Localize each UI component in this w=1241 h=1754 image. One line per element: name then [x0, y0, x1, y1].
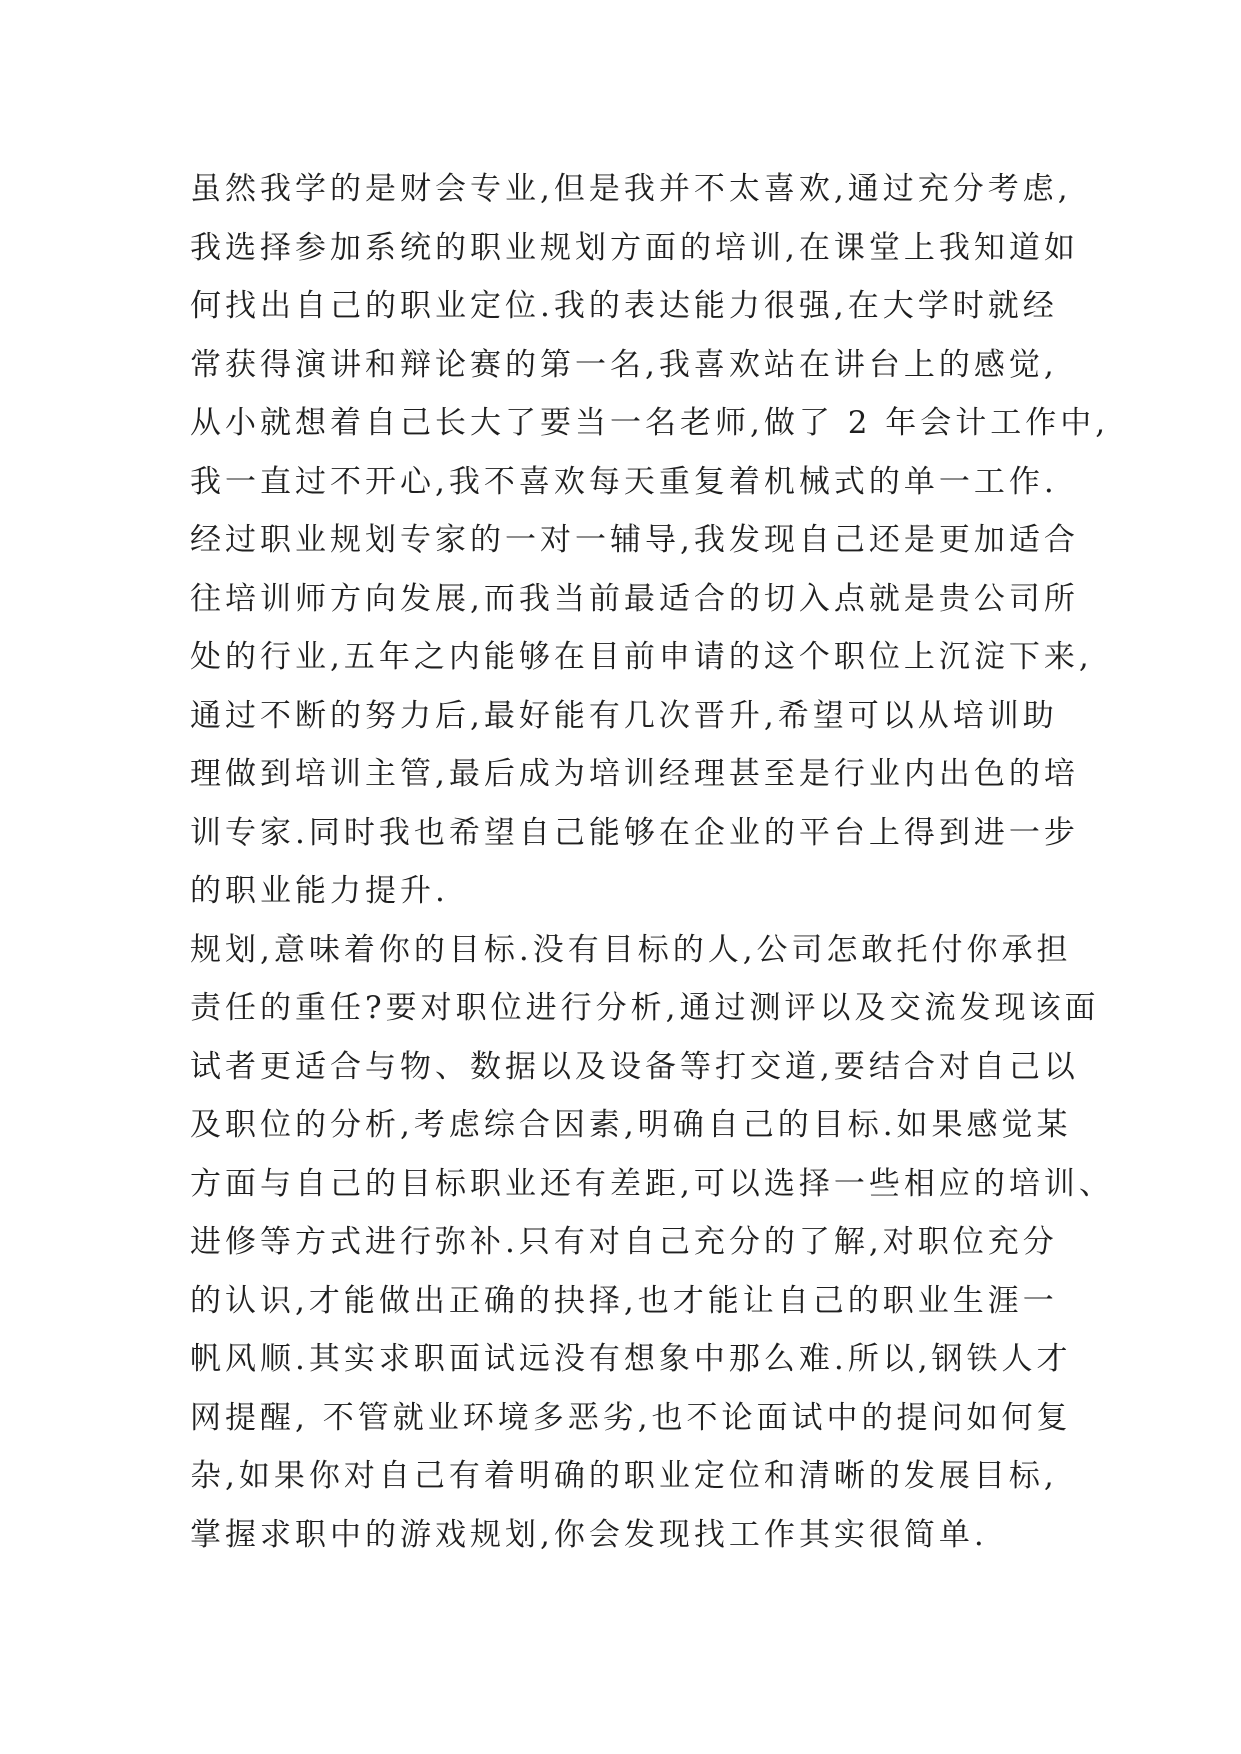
text-line: 何找出自己的职业定位.我的表达能力很强,在大学时就经	[190, 288, 1058, 324]
text-line: 理做到培训主管,最后成为培训经理甚至是行业内出色的培	[190, 756, 1079, 792]
text-line: 试者更适合与物、数据以及设备等打交道,要结合对自己以	[190, 1048, 1079, 1085]
text-line: 经过职业规划专家的一对一辅导,我发现自己还是更加适合	[190, 522, 1079, 558]
text-line: 杂,如果你对自己有着明确的职业定位和清晰的发展目标,	[190, 1458, 1058, 1494]
text-line: 的认识,才能做出正确的抉择,也才能让自己的职业生涯一	[190, 1282, 1058, 1319]
text-line: 虽然我学的是财会专业,但是我并不太喜欢,通过充分考虑,	[190, 171, 1072, 207]
text-line: 帆风顺.其实求职面试远没有想象中那么难.所以,钢铁人才	[190, 1341, 1072, 1377]
text-line: 从小就想着自己长大了要当一名老师,做了 2 年会计工作中,	[190, 405, 1110, 441]
text-line: 我选择参加系统的职业规划方面的培训,在课堂上我知道如	[190, 229, 1079, 266]
text-line: 我一直过不开心,我不喜欢每天重复着机械式的单一工作.	[190, 463, 1058, 500]
text-line: 处的行业,五年之内能够在目前申请的这个职位上沉淀下来,	[190, 639, 1093, 675]
body-text	[190, 160, 1114, 1564]
text-line: 网提醒, 不管就业环境多恶劣,也不论面试中的提问如何复	[190, 1399, 1072, 1436]
text-line: 的职业能力提升.	[190, 873, 449, 909]
text-line: 常获得演讲和辩论赛的第一名,我喜欢站在讲台上的感觉,	[190, 346, 1058, 383]
text-line: 及职位的分析,考虑综合因素,明确自己的目标.如果感觉某	[190, 1107, 1072, 1143]
text-line: 责任的重任?要对职位进行分析,通过测评以及交流发现该面	[190, 990, 1100, 1026]
text-line: 规划,意味着你的目标.没有目标的人,公司怎敢托付你承担	[190, 931, 1072, 968]
text-line: 进修等方式进行弥补.只有对自己充分的了解,对职位充分	[190, 1224, 1058, 1260]
text-line: 掌握求职中的游戏规划,你会发现找工作其实很简单.	[190, 1516, 988, 1553]
text-line: 往培训师方向发展,而我当前最适合的切入点就是贵公司所	[190, 580, 1079, 617]
text-line: 方面与自己的目标职业还有差距,可以选择一些相应的培训、	[190, 1165, 1114, 1202]
text-line: 通过不断的努力后,最好能有几次晋升,希望可以从培训助	[190, 697, 1058, 734]
text-line: 训专家.同时我也希望自己能够在企业的平台上得到进一步	[190, 814, 1079, 851]
